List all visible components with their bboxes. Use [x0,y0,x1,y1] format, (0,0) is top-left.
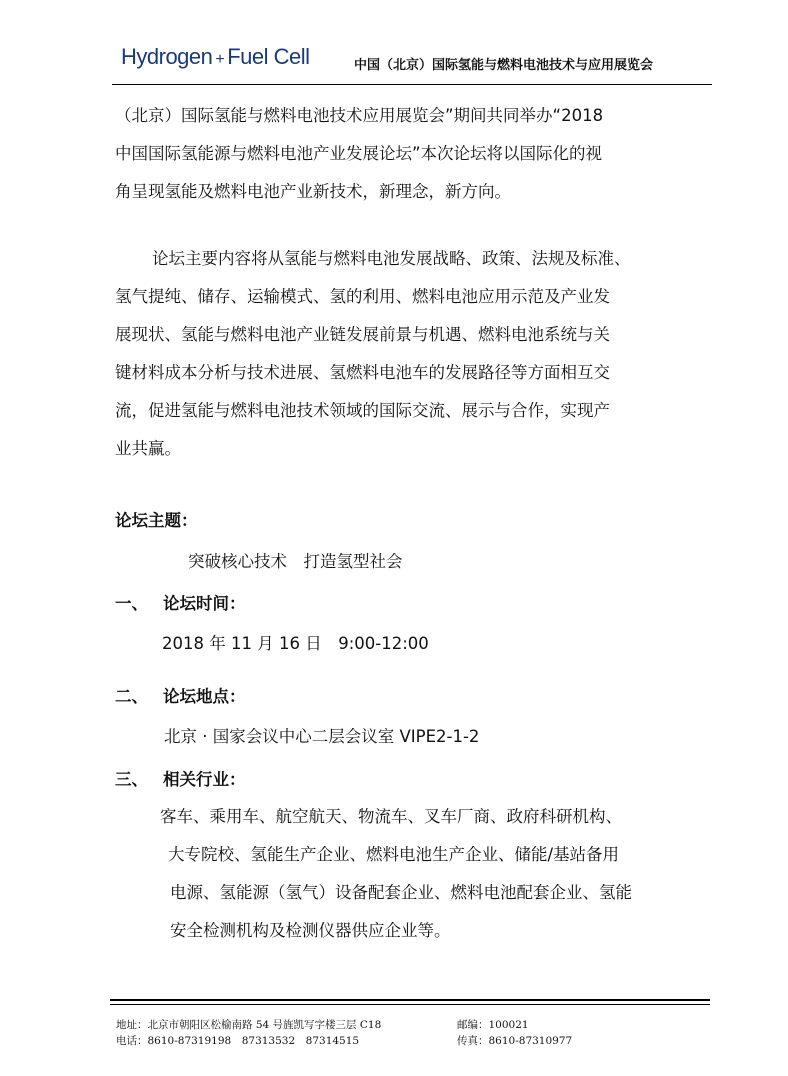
industries-heading-label: 相关行业： [163,770,246,789]
intro-line: 角呈现氢能及燃料电池产业新技术，新理念，新方向。 [115,182,511,201]
intro-paragraph [115,97,603,211]
footer-postcode: 邮编：100021 [457,1019,529,1031]
industries-heading [115,766,246,790]
header-title: 中国（北京）国际氢能与燃料电池技术与应用展览会 [354,58,654,73]
content-line: 展现状、氢能与燃料电池产业链发展前景与机遇、燃料电池系统与关 [115,325,610,344]
header-divider [112,84,712,85]
time-heading [115,590,246,614]
industries-line: 客车、乘用车、航空航天、物流车、叉车厂商、政府科研机构、 [160,807,622,826]
logo-tail: Fuel Cell [227,44,310,69]
industries-line: 大专院校、氢能生产企业、燃料电池生产企业、储能/基站备用 [168,845,620,864]
footer-fax: 传真：8610-87310977 [457,1035,573,1047]
location-heading [115,683,246,707]
intro-line: 中国国际氢能源与燃料电池产业发展论坛”本次论坛将以国际化的视 [115,144,603,163]
location-value: 北京 · 国家会议中心二层会议室 VIPE2-1-2 [164,727,480,746]
theme-value: 突破核心技术 打造氢型社会 [188,552,403,571]
content-line: 氢气提纯、储存、运输模式、氢的利用、燃料电池应用示范及产业发 [115,287,610,306]
content-paragraph [115,240,631,468]
time-number: 一、 [115,594,148,613]
content-line: 论坛主要内容将从氢能与燃料电池发展战略、政策、法规及标准、 [152,249,631,268]
industries-number: 三、 [115,770,148,789]
footer-divider-thick [110,999,710,1001]
theme-heading: 论坛主题： [115,511,198,530]
content-line: 流，促进氢能与燃料电池技术领域的国际交流、展示与合作，实现产 [115,401,610,420]
time-heading-label: 论坛时间： [163,594,246,613]
page-header [0,0,788,90]
logo-main: Hydrogen [121,44,213,69]
footer-divider-thin [110,1004,710,1005]
content-line: 业共赢。 [115,439,181,458]
content-line: 键材料成本分析与技术进展、氢燃料电池车的发展路径等方面相互交 [115,363,610,382]
location-heading-label: 论坛地点： [163,687,246,706]
location-number: 二、 [115,687,148,706]
industries-list [160,798,632,950]
time-value: 2018 年 11 月 16 日 9:00-12:00 [162,634,429,653]
industries-line: 电源、氢能源（氢气）设备配套企业、燃料电池配套企业、氢能 [170,883,632,902]
intro-line: （北京）国际氢能与燃料电池技术应用展览会”期间共同举办“2018 [115,106,604,125]
logo-plus: + [215,51,225,68]
footer-phone: 电话：8610-87319198 87313532 87314515 [116,1035,360,1047]
industries-line: 安全检测机构及检测仪器供应企业等。 [170,921,451,940]
footer-address: 地址：北京市朝阳区松榆南路 54 号旌凯写字楼三层 C18 [116,1019,382,1031]
hydrogen-fuel-cell-logo [121,44,310,70]
